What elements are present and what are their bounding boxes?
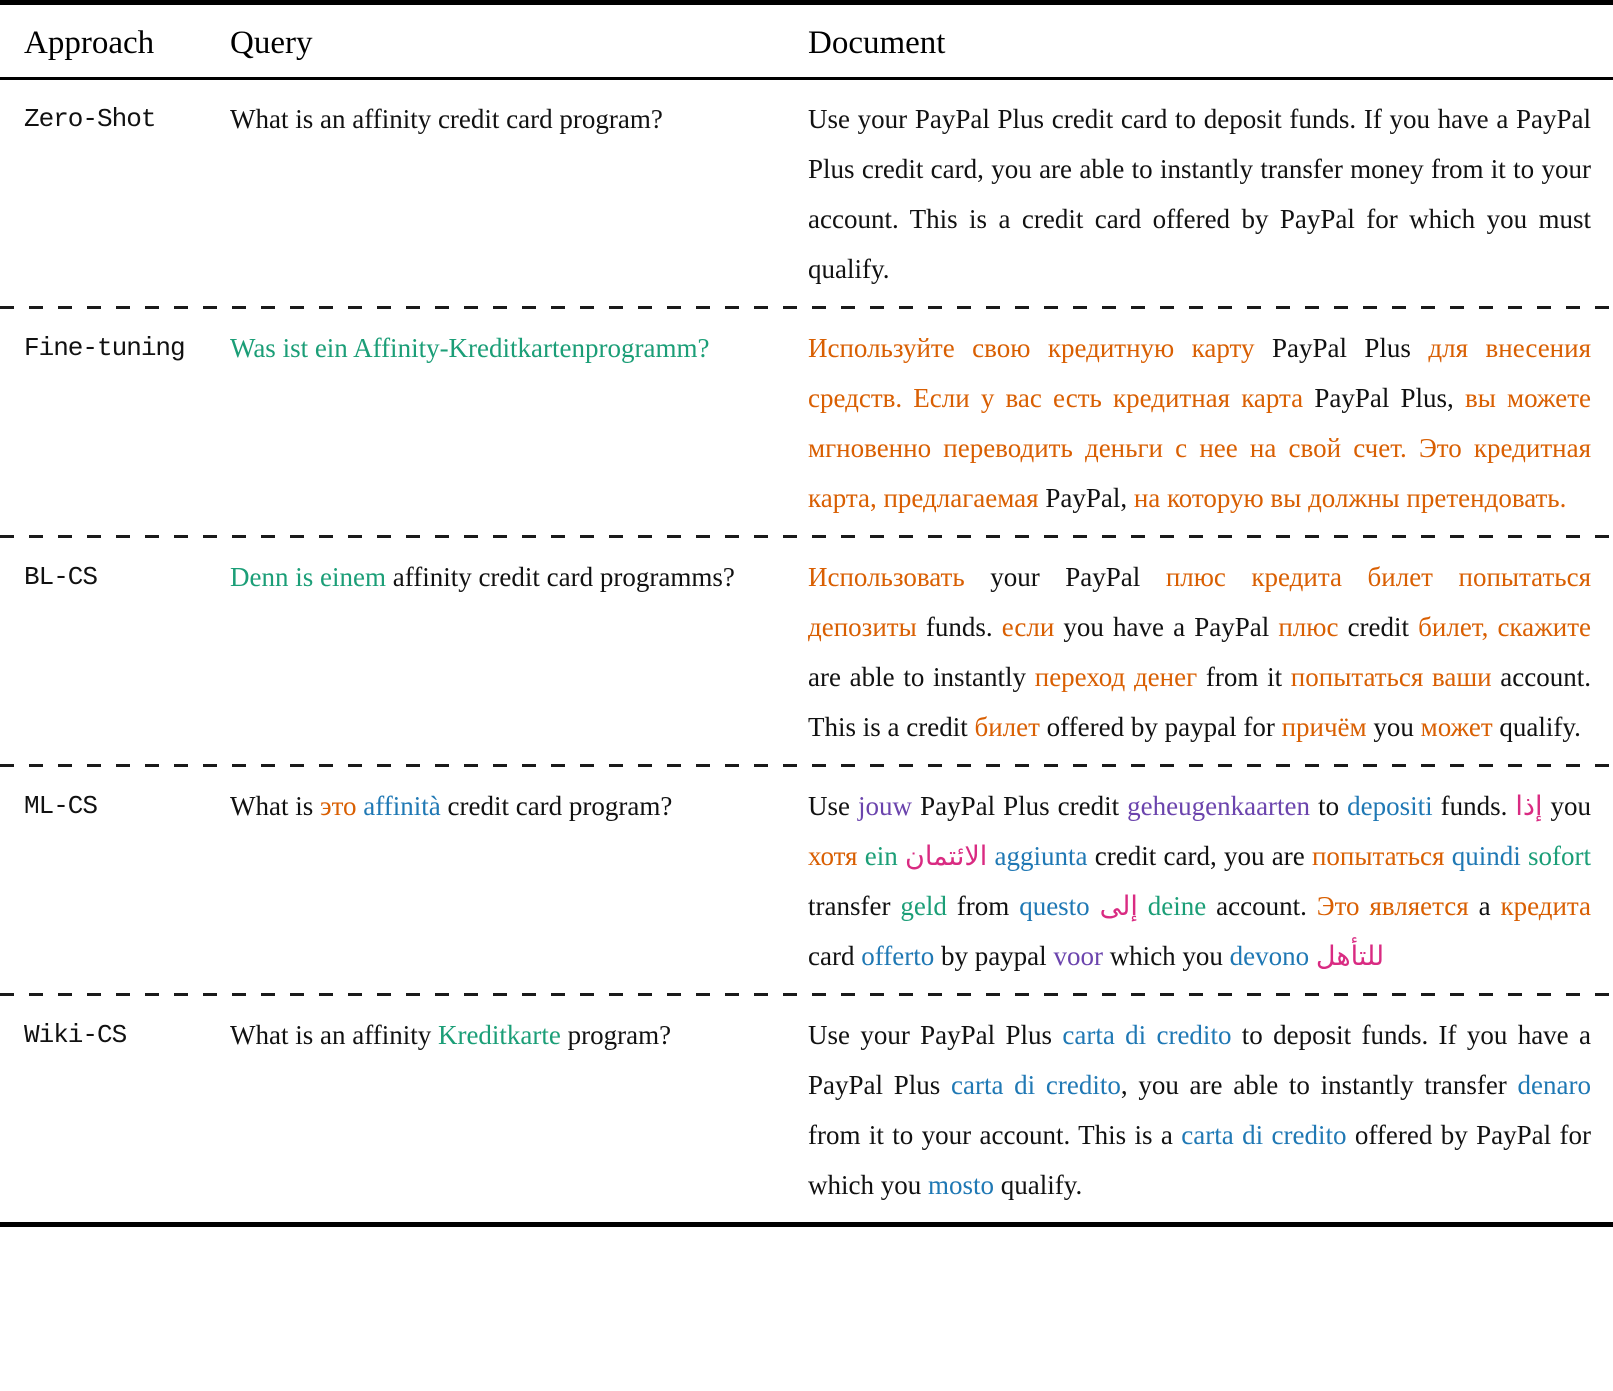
document-segment: Use	[808, 791, 859, 821]
table-row-bl-cs	[0, 538, 1613, 764]
document-segment-orange: для внесения средств. Если у вас есть кредитная карта	[808, 333, 1591, 413]
document-segment: from it	[1205, 662, 1291, 692]
document-segment: PayPal Plus,	[1314, 383, 1465, 413]
document-segment-orange: на которую вы должны претендовать.	[1133, 483, 1567, 513]
query-segment: credit card program?	[447, 791, 673, 821]
document-segment-blue: carta di credito	[950, 1070, 1121, 1100]
document-segment-orange: Это является	[1316, 891, 1479, 921]
document-segment-blue: carta di credito	[1062, 1020, 1242, 1050]
query-segment: affinity credit card programms?	[392, 562, 735, 592]
approach-cell: Fine-tuning	[24, 333, 185, 363]
approach-cell: Wiki-CS	[24, 1020, 127, 1050]
document-segment-blue: denaro	[1517, 1070, 1591, 1100]
document-cell	[808, 323, 1591, 523]
approach-cell: Zero-Shot	[24, 104, 156, 134]
document-segment: qualify.	[1499, 712, 1581, 742]
document-segment-blue: quindi	[1451, 841, 1529, 871]
document-segment-orange: вы можете мгновенно переводить деньги с нее на свой счет. Это кредитная карта, предлагаемая	[808, 383, 1591, 513]
document-segment-green: geld	[900, 891, 957, 921]
document-cell	[808, 552, 1591, 752]
document-segment-orange: может	[1420, 712, 1500, 742]
document-segment: qualify.	[1000, 1170, 1083, 1200]
document-segment: , you are able to instantly transfer	[1120, 1070, 1518, 1100]
document-segment-blue: depositi	[1347, 791, 1441, 821]
query-segment-green: Kreditkarte	[437, 1020, 568, 1050]
table-header-row	[0, 5, 1613, 77]
table-body	[0, 80, 1613, 1222]
document-segment-orange: попытаться ваши	[1290, 662, 1501, 692]
document-segment-green: ein	[864, 841, 906, 871]
approach-cell: BL-CS	[24, 562, 98, 592]
document-segment-orange: билет, скажите	[1418, 612, 1592, 642]
document-segment-orange: плюс кредита билет попытаться депозиты	[808, 562, 1591, 642]
document-segment: transfer	[808, 891, 901, 921]
query-segment: What is an affinity	[230, 1020, 438, 1050]
document-segment-pink: إلى	[1099, 891, 1148, 921]
document-segment-orange: кредита	[1500, 891, 1592, 921]
query-segment-green: Denn is einem	[230, 562, 393, 592]
document-segment-pink: للتأهل	[1315, 941, 1385, 971]
document-segment-purple: jouw	[858, 791, 921, 821]
document-segment: credit	[1347, 612, 1419, 642]
document-segment-orange: если	[1001, 612, 1064, 642]
document-segment: account. This is a credit	[808, 662, 1591, 742]
document-segment: card	[808, 941, 862, 971]
document-segment: PayPal Plus	[1271, 333, 1429, 363]
document-segment-orange: Используйте свою кредитную карту	[808, 333, 1272, 363]
document-segment: funds.	[1440, 791, 1516, 821]
document-segment-orange: плюс	[1278, 612, 1348, 642]
query-cell	[230, 552, 808, 752]
document-segment: you	[1373, 712, 1421, 742]
document-segment-blue: devono	[1229, 941, 1316, 971]
table-bottom-rule	[0, 1222, 1613, 1227]
document-cell	[808, 1010, 1591, 1210]
column-header-document: Document	[808, 25, 946, 61]
document-segment-blue: aggiunta	[994, 841, 1095, 871]
column-header-approach: Approach	[24, 25, 155, 61]
query-segment: program?	[567, 1020, 672, 1050]
document-segment: PayPal Plus credit	[920, 791, 1128, 821]
document-segment-orange: переход денег	[1034, 662, 1206, 692]
document-segment-purple: voor	[1053, 941, 1110, 971]
document-segment-blue: offerto	[861, 941, 941, 971]
query-segment-blue: affinità	[363, 791, 448, 821]
query-segment: What is	[230, 791, 320, 821]
document-segment-purple: geheugenkaarten	[1127, 791, 1319, 821]
column-header-query: Query	[230, 25, 313, 61]
table-row-zero-shot	[0, 80, 1613, 306]
document-segment-orange: Использовать	[808, 562, 991, 592]
document-segment-pink: الائتمان	[905, 841, 995, 871]
document-segment: to deposit funds. If you have a PayPal Plus	[808, 1020, 1591, 1100]
document-segment-green: deine	[1147, 891, 1217, 921]
document-segment-orange: попытаться	[1311, 841, 1452, 871]
document-segment: by paypal	[940, 941, 1054, 971]
document-segment: you have a PayPal	[1063, 612, 1279, 642]
document-segment: credit card, you are	[1094, 841, 1312, 871]
query-cell	[230, 1010, 808, 1210]
document-segment: funds.	[925, 612, 1002, 642]
document-segment-blue: mosto	[927, 1170, 1001, 1200]
query-segment-green: Was ist ein Affinity-Kreditkartenprogramm?	[230, 333, 710, 363]
query-segment: What is an affinity credit card program?	[230, 104, 663, 134]
document-segment: which you	[1109, 941, 1230, 971]
document-segment-blue: questo	[1019, 891, 1100, 921]
document-segment: you	[1550, 791, 1591, 821]
query-cell	[230, 323, 808, 523]
table-row-fine-tuning	[0, 309, 1613, 535]
document-segment-pink: إذا	[1515, 791, 1551, 821]
document-segment: offered by paypal for	[1046, 712, 1282, 742]
document-segment: Use your PayPal Plus credit card to deposit funds. If you have a PayPal Plus credit card, you are able to instantly transfer money from it to your account. This is a credit card offered by PayPal for which you must qualify.	[808, 104, 1591, 284]
query-cell	[230, 781, 808, 981]
document-segment: offered by PayPal for which you	[808, 1120, 1591, 1200]
table-row-wiki-cs	[0, 996, 1613, 1222]
table-row-ml-cs	[0, 767, 1613, 993]
document-segment: your PayPal	[990, 562, 1166, 592]
document-segment-orange: билет	[974, 712, 1047, 742]
document-segment-orange: причём	[1281, 712, 1374, 742]
document-segment: Use your PayPal Plus	[808, 1020, 1063, 1050]
document-segment-blue: carta di credito	[1181, 1120, 1355, 1150]
document-segment-orange: хотя	[808, 841, 865, 871]
document-segment: from it to your account. This is a	[808, 1120, 1182, 1150]
document-segment: account.	[1216, 891, 1317, 921]
document-segment: are able to instantly	[808, 662, 1035, 692]
document-cell	[808, 94, 1591, 294]
document-segment-green: sofort	[1528, 841, 1592, 871]
approach-cell: ML-CS	[24, 791, 98, 821]
document-segment: PayPal,	[1045, 483, 1134, 513]
document-segment: to	[1318, 791, 1348, 821]
query-cell	[230, 94, 808, 294]
query-segment-orange: это	[319, 791, 364, 821]
document-segment: from	[956, 891, 1020, 921]
document-cell	[808, 781, 1591, 981]
document-segment: a	[1478, 891, 1501, 921]
